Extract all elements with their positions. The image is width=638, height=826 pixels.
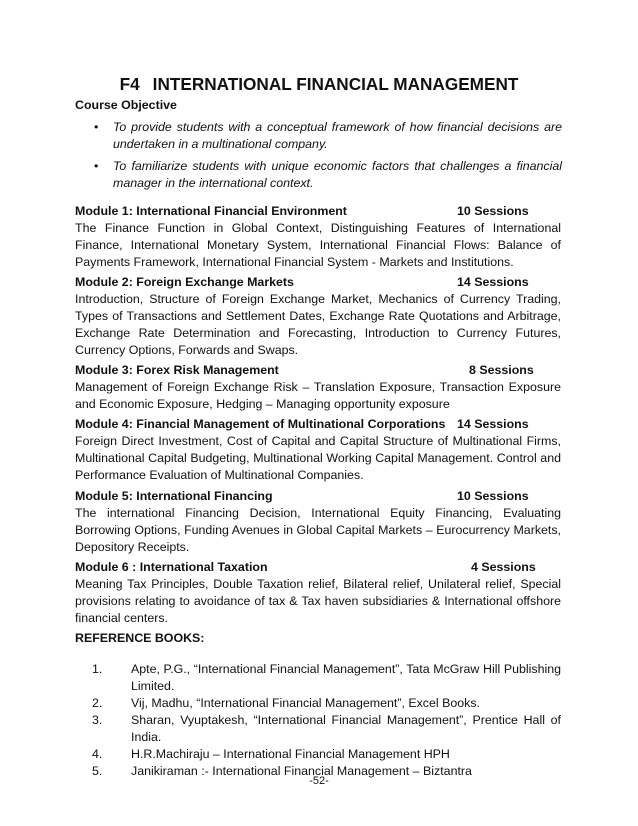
reference-text: Vij, Madhu, “International Financial Management”, Excel Books. (131, 696, 480, 710)
references-heading: REFERENCE BOOKS: (75, 631, 205, 645)
page-number: -52- (309, 775, 329, 787)
bullet-icon: • (94, 120, 99, 134)
module-heading (75, 416, 561, 433)
reference-number: 1. (92, 662, 103, 676)
reference-text: Sharan, Vyuptakesh, “International Financial Management”, Prentice Hall of India. (131, 713, 561, 744)
module-6 (75, 559, 561, 627)
module-sessions: 8 Sessions (469, 363, 534, 377)
reference-text: H.R.Machiraju – International Financial Management HPH (131, 747, 450, 761)
course-code: F4 (119, 74, 140, 94)
module-sessions: 14 Sessions (457, 275, 529, 289)
reference-item (75, 695, 561, 712)
module-title: Module 4: Financial Management of Multinational Corporations (75, 417, 446, 431)
module-sessions: 4 Sessions (471, 560, 536, 574)
objective-item (94, 119, 562, 153)
reference-number: 2. (92, 696, 103, 710)
module-5 (75, 488, 561, 556)
objective-text: To provide students with a conceptual framework of how financial decisions are undertaken in a multinational company. (113, 120, 562, 151)
reference-number: 5. (92, 764, 103, 778)
module-3 (75, 362, 561, 413)
module-title: Module 5: International Financing (75, 489, 273, 503)
module-title: Module 2: Foreign Exchange Markets (75, 275, 294, 289)
module-description: Meaning Tax Principles, Double Taxation relief, Bilateral relief, Unilateral relief, Special provisions relating to avoidance of tax & Tax haven subsidiaries & International offshore financial centers. (75, 577, 561, 625)
reference-text: Apte, P.G., “International Financial Management”, Tata McGraw Hill Publishing Limited. (131, 662, 561, 693)
reference-item (75, 712, 561, 746)
module-2 (75, 274, 561, 359)
page-title (0, 74, 638, 94)
module-1 (75, 203, 561, 271)
objective-heading: Course Objective (75, 98, 177, 112)
module-heading (75, 559, 561, 576)
module-title: Module 6 : International Taxation (75, 560, 268, 574)
objective-list (94, 119, 562, 197)
module-heading (75, 362, 561, 379)
module-title: Module 1: International Financial Environment (75, 204, 347, 218)
module-heading (75, 274, 561, 291)
module-sessions: 10 Sessions (457, 204, 529, 218)
module-sessions: 10 Sessions (457, 489, 529, 503)
module-description: Management of Foreign Exchange Risk – Translation Exposure, Transaction Exposure and Economic Exposure, Hedging – Managing opportunity exposure (75, 380, 561, 411)
module-4 (75, 416, 561, 484)
reference-number: 3. (92, 713, 103, 727)
course-title: INTERNATIONAL FINANCIAL MANAGEMENT (152, 74, 519, 94)
module-heading (75, 488, 561, 505)
objective-item (94, 158, 562, 192)
bullet-icon: • (94, 159, 99, 173)
reference-text: Janikiraman :- International Financial Management – Biztantra (131, 764, 472, 778)
module-heading (75, 203, 561, 220)
reference-list (75, 661, 561, 780)
module-description: Foreign Direct Investment, Cost of Capital and Capital Structure of Multinational Firms, Multinational Capital Budgeting, Multinational Working Capital Management. Control and Performance Evaluation of Multinational Companies. (75, 434, 561, 482)
module-sessions: 14 Sessions (457, 417, 529, 431)
module-description: Introduction, Structure of Foreign Exchange Market, Mechanics of Currency Trading, Types of Transactions and Settlement Dates, Exchange Rate Quotations and Arbitrage, Exchange Rate Determination and Forecasting, Introduction to Currency Futures, Currency Options, Forwards and Swaps. (75, 292, 561, 357)
reference-item (75, 746, 561, 763)
reference-item (75, 661, 561, 695)
reference-number: 4. (92, 747, 103, 761)
module-description: The Finance Function in Global Context, Distinguishing Features of International Finance, International Monetary System, International Financial Flows: Balance of Payments Framework, International Financial System - Markets and Institutions. (75, 221, 561, 269)
objective-text: To familiarize students with unique economic factors that challenges a financial manager in the international context. (113, 159, 562, 190)
module-description: The international Financing Decision, International Equity Financing, Evaluating Borrowing Options, Funding Avenues in Global Capital Markets – Eurocurrency Markets, Depository Receipts. (75, 506, 561, 554)
module-title: Module 3: Forex Risk Management (75, 363, 279, 377)
